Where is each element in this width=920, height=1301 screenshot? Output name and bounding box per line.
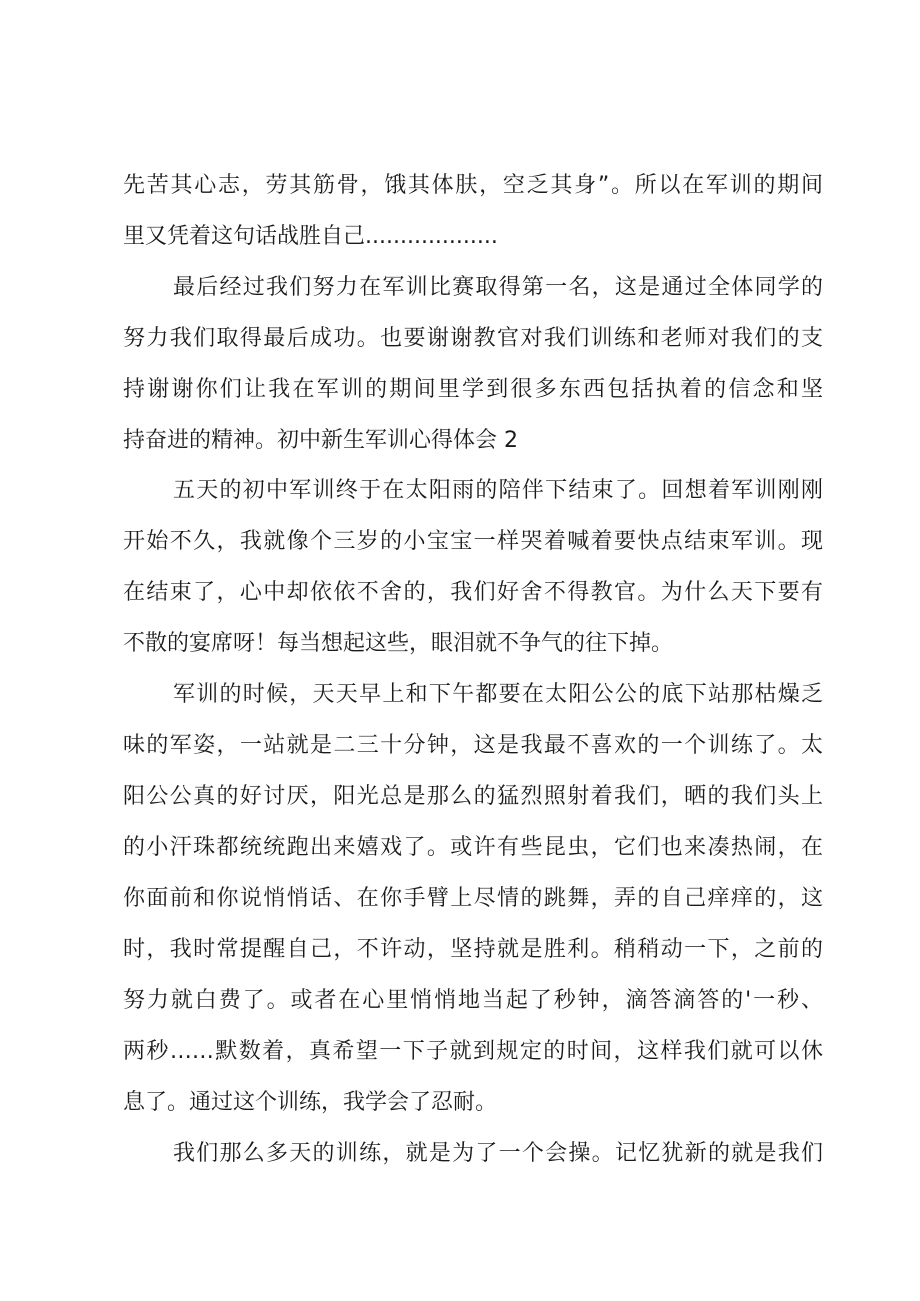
paragraph-first-line: 最后经过我们努力在军训比赛取得第一名，这是通过全体同学的 — [173, 275, 823, 300]
text-line: 里又凭着这句话战胜自己................... — [123, 224, 498, 249]
text-line: 你面前和你说悄悄话、在你手臂上尽情的跳舞，弄的自己痒痒的，这 — [123, 886, 823, 911]
text-line: 开始不久，我就像个三岁的小宝宝一样哭着喊着要快点结束军训。现 — [123, 529, 823, 554]
text-line: 时，我时常提醒自己，不许动，坚持就是胜利。稍稍动一下，之前的 — [123, 937, 823, 962]
text-line: 努力我们取得最后成功。也要谢谢教官对我们训练和老师对我们的支 — [123, 326, 823, 351]
text-line: 持谢谢你们让我在军训的期间里学到很多东西包括执着的信念和坚 — [123, 377, 823, 402]
text-line: 味的军姿，一站就是二三十分钟，这是我最不喜欢的一个训练了。太 — [123, 733, 823, 758]
text-line: 息了。通过这个训练，我学会了忍耐。 — [123, 1090, 498, 1115]
paragraph-first-line: 军训的时候，天天早上和下午都要在太阳公公的底下站那枯燥乏 — [173, 682, 823, 707]
text-line: 的小汗珠都统统跑出来嬉戏了。或许有些昆虫，它们也来凑热闹，在 — [123, 835, 823, 860]
text-line: 阳公公真的好讨厌，阳光总是那么的猛烈照射着我们，晒的我们头上 — [123, 784, 823, 809]
text-line: 在结束了，心中却依依不舍的，我们好舍不得教官。为什么天下要有 — [123, 580, 823, 605]
text-line: 先苦其心志，劳其筋骨，饿其体肤，空乏其身”。所以在军训的期间 — [123, 173, 823, 198]
text-line: 两秒……默数着，真希望一下子就到规定的时间，这样我们就可以休 — [123, 1039, 823, 1064]
text-line: 持奋进的精神。初中新生军训心得体会 2 — [123, 428, 518, 453]
paragraph-first-line: 五天的初中军训终于在太阳雨的陪伴下结束了。回想着军训刚刚 — [173, 478, 823, 503]
paragraph-first-line: 我们那么多天的训练，就是为了一个会操。记忆犹新的就是我们 — [173, 1141, 823, 1166]
text-line: 不散的宴席呀！每当想起这些，眼泪就不争气的往下掉。 — [123, 631, 674, 656]
text-line: 努力就白费了。或者在心里悄悄地当起了秒钟，滴答滴答的'一秒、 — [123, 988, 823, 1013]
